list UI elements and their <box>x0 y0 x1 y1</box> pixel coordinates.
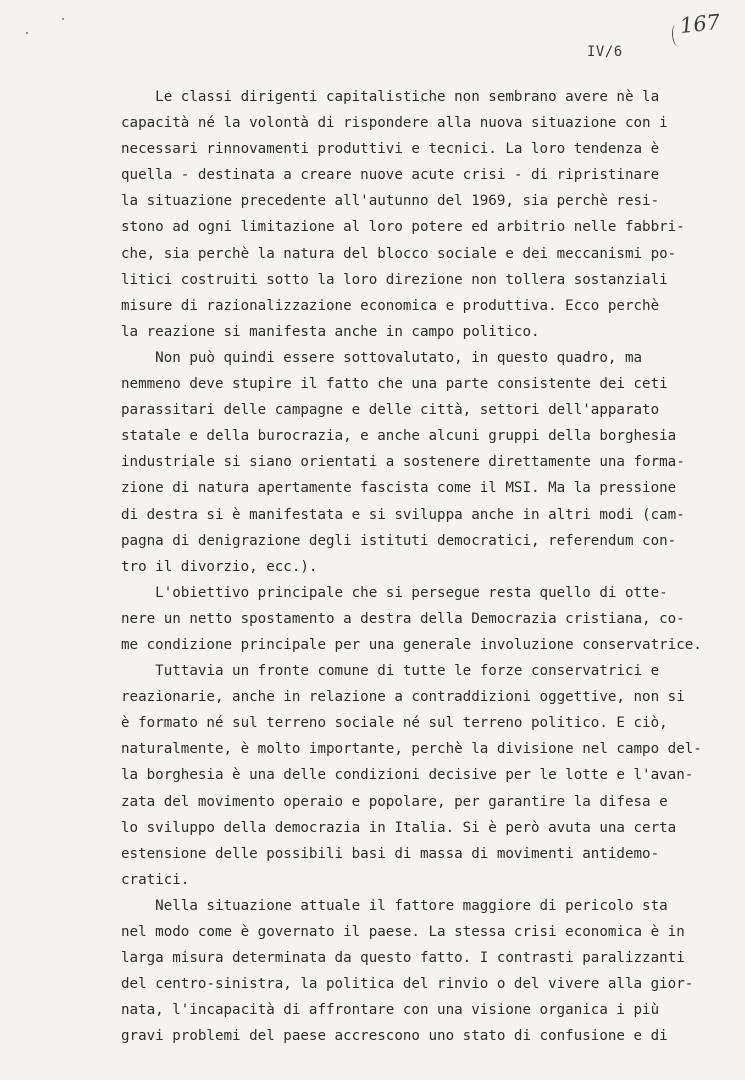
paragraph <box>121 345 711 580</box>
text-line: statale e della burocrazia, e anche alcuni gruppi della borghesia <box>121 428 677 445</box>
text-line: nere un netto spostamento a destra della Democrazia cristiana, co- <box>121 610 685 627</box>
text-line: Non può quindi essere sottovalutato, in questo quadro, ma <box>121 349 643 366</box>
text-line: la borghesia è una delle condizioni decisive per le lotte e l'avan- <box>121 767 694 784</box>
text-line: nel modo come è governato il paese. La stessa crisi economica è in <box>121 924 685 940</box>
text-line: necessari rinnovamenti produttivi e tecnici. La loro tendenza è <box>121 141 660 158</box>
paper-speck <box>62 18 64 20</box>
text-line: misure di razionalizzazione economica e produttiva. Ecco perchè <box>121 297 660 314</box>
paragraph <box>121 84 711 345</box>
text-line: la reazione si manifesta anche in campo politico. <box>121 323 540 340</box>
text-line: reazionarie, anche in relazione a contraddizioni oggettive, non si <box>121 689 685 706</box>
text-line: larga misura determinata da questo fatto. I contrasti paralizzanti <box>121 950 685 967</box>
text-line: tro il divorzio, ecc.). <box>121 558 318 575</box>
paragraph <box>121 893 711 1050</box>
text-line: nata, l'incapacità di affrontare con una visione organica i più <box>121 1002 660 1019</box>
text-line: parassitari delle campagne e delle città, settori dell'apparato <box>121 402 660 419</box>
text-line: gravi problemi del paese accrescono uno stato di confusione e di <box>121 1028 668 1045</box>
paragraph <box>121 658 711 893</box>
paper-speck <box>26 32 28 34</box>
text-line: di destra si è manifestata e si sviluppa anche in altri modi (cam- <box>121 506 685 523</box>
text-line: capacità né la volontà di rispondere alla nuova situazione con i <box>121 115 668 132</box>
text-line: lo sviluppo della democrazia in Italia. Si è però avuta una certa <box>121 819 677 836</box>
text-line: quella - destinata a creare nuove acute crisi - di ripristinare <box>121 167 660 184</box>
text-line: zata del movimento operaio e popolare, per garantire la difesa e <box>121 793 668 810</box>
text-line: del centro-sinistra, la politica del rinvio o del vivere alla gior- <box>121 976 694 993</box>
text-line: naturalmente, è molto importante, perchè la divisione nel campo del- <box>121 741 702 758</box>
text-line: stono ad ogni limitazione al loro potere ed arbitrio nelle fabbri- <box>121 219 685 236</box>
text-line: è formato né sul terreno sociale né sul terreno politico. E ciò, <box>121 715 668 732</box>
text-line: Le classi dirigenti capitalistiche non sembrano avere nè la <box>121 89 660 105</box>
archive-stamp-number: 167 <box>678 9 722 39</box>
paragraph <box>121 580 711 658</box>
text-line: Tuttavia un fronte comune di tutte le forze conservatrici e <box>121 663 660 680</box>
typewritten-body <box>121 84 711 1049</box>
text-line: che, sia perchè la natura del blocco sociale e dei meccanismi po- <box>121 245 677 262</box>
page-number: IV/6 <box>587 44 623 60</box>
text-line: Nella situazione attuale il fattore maggiore di pericolo sta <box>121 897 668 914</box>
text-line: la situazione precedente all'autunno del 1969, sia perchè resi- <box>121 193 660 210</box>
text-line: L'obiettivo principale che si persegue resta quello di otte- <box>121 584 668 601</box>
text-line: zione di natura apertamente fascista come il MSI. Ma la pressione <box>121 480 677 497</box>
text-line: pagna di denigrazione degli istituti democratici, referendum con- <box>121 532 677 549</box>
text-line: industriale si siano orientati a sostenere direttamente una forma- <box>121 454 685 471</box>
text-line: nemmeno deve stupire il fatto che una parte consistente dei ceti <box>121 376 668 393</box>
text-line: me condizione principale per una generale involuzione conservatrice. <box>121 636 702 653</box>
text-line: estensione delle possibili basi di massa di movimenti antidemo- <box>121 845 660 862</box>
text-line: litici costruiti sotto la loro direzione non tollera sostanziali <box>121 271 668 288</box>
text-line: cratici. <box>121 871 190 888</box>
